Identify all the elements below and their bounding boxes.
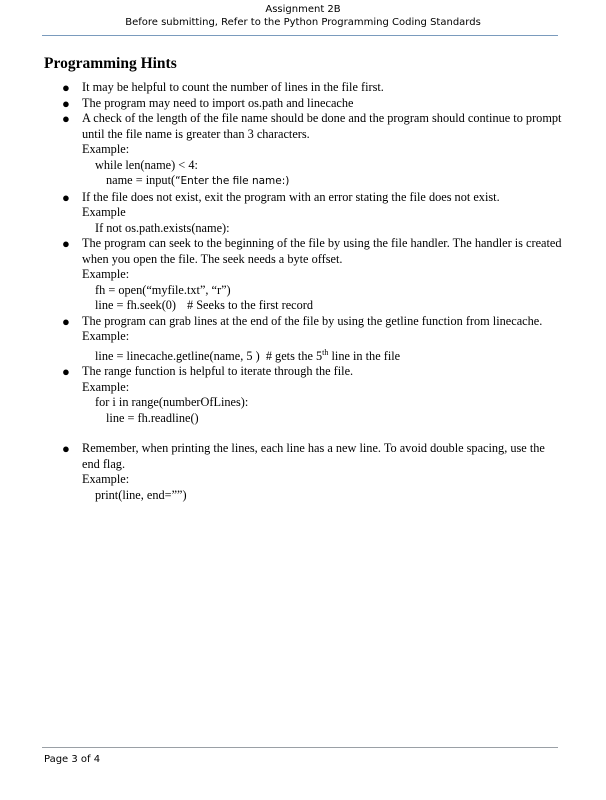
bullet-icon: ●: [62, 441, 70, 457]
hint-text: It may be helpful to count the number of lines in the file first.: [82, 80, 384, 94]
main-content: [44, 54, 564, 503]
bullet-icon: ●: [62, 313, 70, 329]
hint-text: Remember, when printing the lines, each line has a new line. To avoid double spacing, use the end flag.: [82, 441, 545, 471]
hint-text: The range function is helpful to iterate through the file.: [82, 364, 354, 379]
bullet-icon: ●: [62, 80, 70, 95]
hint-text: The program may need to import os.path and linecache: [82, 95, 354, 110]
list-item: [44, 190, 564, 237]
code-fragment: line = fh.seek(0): [95, 298, 177, 312]
code-line: while len(name) < 4:: [95, 157, 198, 172]
list-item: [44, 111, 564, 190]
code-fragment: line in the file: [328, 348, 401, 363]
hint-text: The program can grab lines at the end of the file by using the getline function from linecache.: [82, 313, 543, 328]
code-line: for i in range(numberOfLines):: [95, 395, 249, 410]
code-fragment: “Enter the file name:): [175, 175, 290, 187]
header-subtitle: Before submitting, Refer to the Python Programming Coding Standards: [125, 17, 481, 28]
code-line: fh = open(“myfile.txt”, “r”): [95, 282, 231, 297]
code-line: line = fh.readline(): [106, 410, 199, 425]
example-label: Example:: [82, 142, 130, 156]
list-item: [44, 96, 564, 112]
bullet-icon: ●: [62, 189, 70, 205]
code-comment: # Seeks to the first record: [187, 298, 314, 312]
example-label: Example:: [82, 472, 130, 487]
example-label: Example:: [82, 379, 130, 394]
header-divider: [42, 35, 558, 36]
code-line: [82, 298, 564, 314]
list-item: [44, 236, 564, 314]
list-item: [44, 441, 564, 503]
page-number: Page 3 of 4: [44, 754, 101, 765]
section-heading: Programming Hints: [44, 55, 177, 72]
bullet-icon: ●: [62, 236, 70, 251]
bullet-icon: ●: [62, 95, 70, 111]
bullet-icon: ●: [62, 111, 70, 126]
superscript: th: [322, 347, 329, 357]
code-line: [82, 345, 564, 365]
bullet-icon: ●: [62, 364, 70, 380]
hint-text: A check of the length of the file name should be done and the program should continue to prompt until the file name is greater than 3 characters.: [82, 111, 562, 141]
code-line: If not os.path.exists(name):: [95, 220, 230, 235]
list-item: [44, 314, 564, 365]
code-fragment: name = input(: [106, 173, 176, 187]
code-fragment: line = linecache.getline(name, 5 ) # gets the 5: [95, 348, 323, 363]
code-line: [82, 173, 564, 190]
list-item: [44, 80, 564, 96]
header-title: Assignment 2B: [265, 4, 341, 15]
footer-divider: [42, 747, 558, 748]
code-line: print(line, end=””): [95, 487, 187, 502]
example-label: Example:: [82, 329, 130, 343]
example-label: Example:: [82, 267, 130, 281]
hints-list: [44, 80, 564, 503]
hint-text: The program can seek to the beginning of the file by using the file handler. The handler is created when you open the file. The seek needs a byte offset.: [82, 236, 562, 266]
list-item: [44, 364, 564, 426]
example-label: Example: [82, 205, 126, 219]
hint-text: If the file does not exist, exit the program with an error stating the file does not exist.: [82, 189, 500, 204]
